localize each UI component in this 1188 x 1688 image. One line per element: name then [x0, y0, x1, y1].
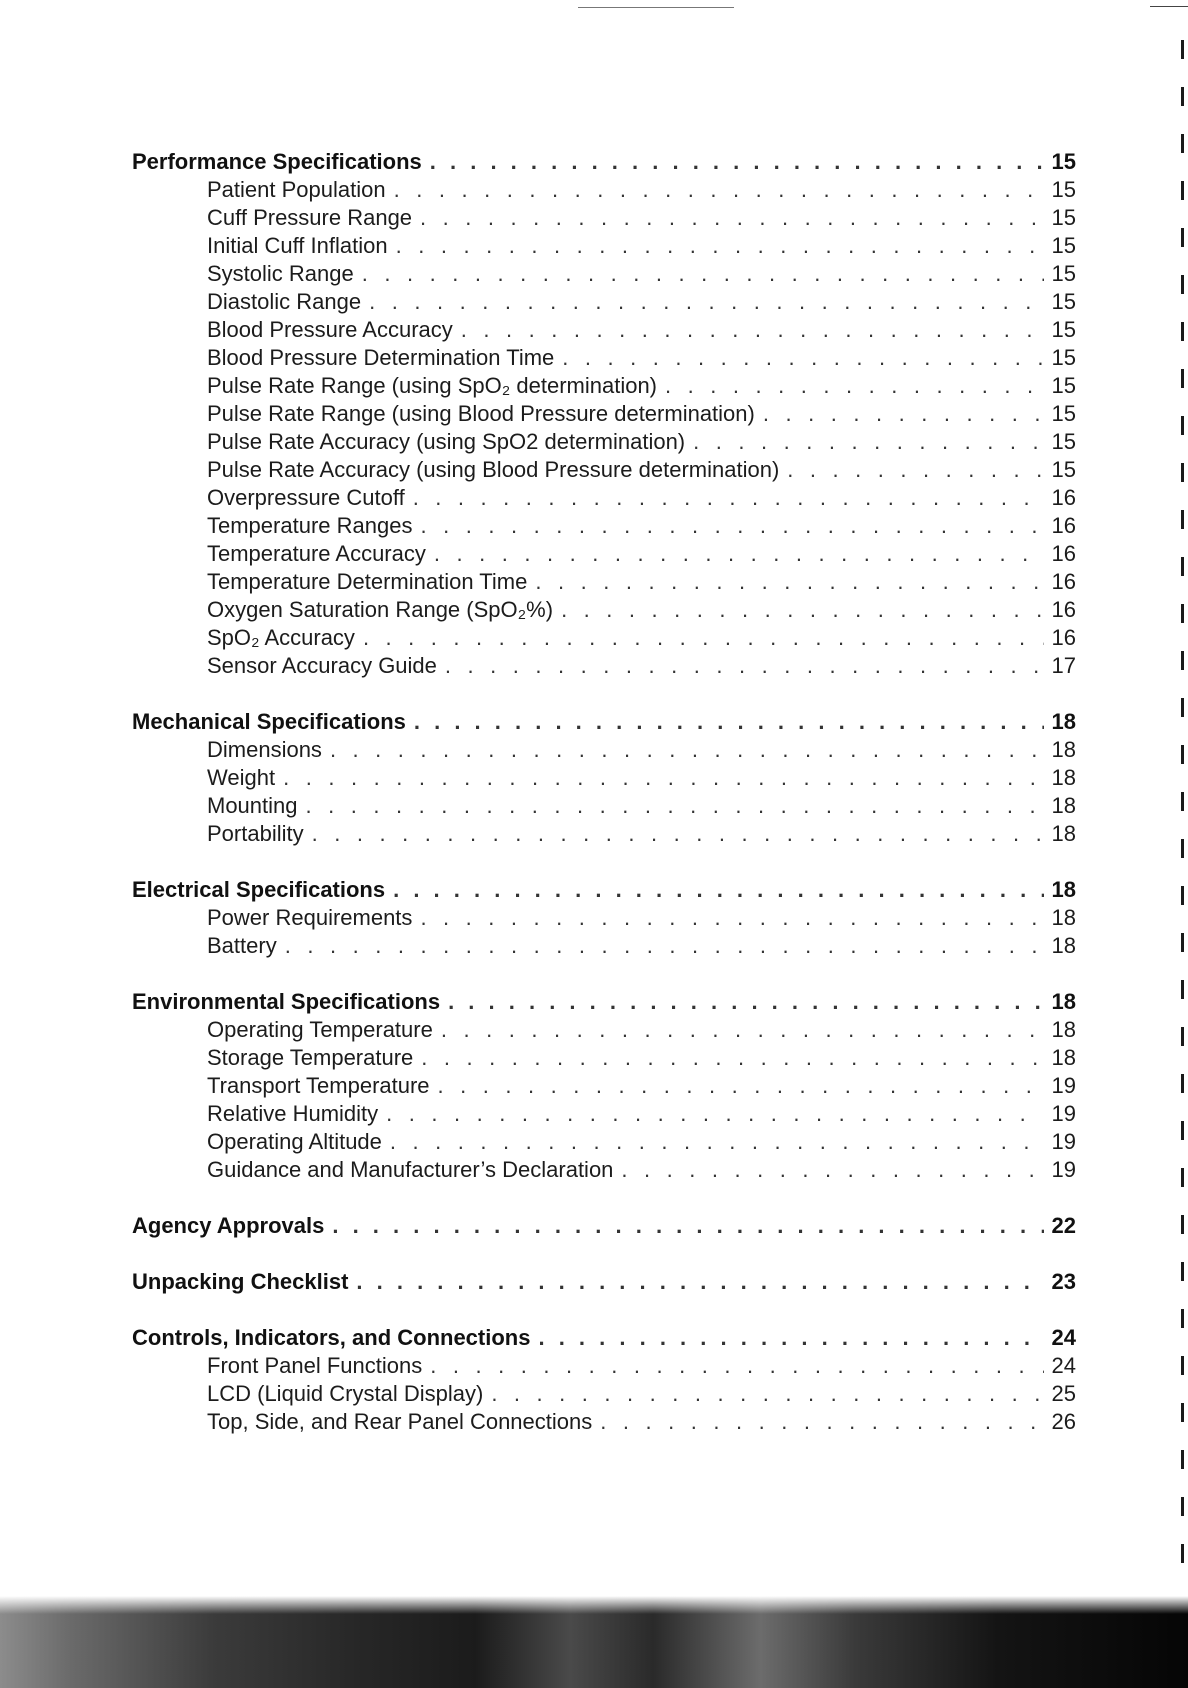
toc-subentry[interactable]	[132, 568, 1076, 596]
dot-leader	[787, 456, 1044, 484]
subentry-label: Initial Cuff Inflation	[207, 233, 388, 258]
subentry-label: Sensor Accuracy Guide	[207, 653, 437, 678]
subentry-page-number: 25	[1051, 1381, 1076, 1406]
section-title: Controls, Indicators, and Connections	[132, 1325, 531, 1350]
toc-subentry[interactable]	[132, 1016, 1076, 1044]
subentry-label: Pulse Rate Range (using Blood Pressure determination)	[207, 401, 755, 426]
dot-leader	[420, 512, 1044, 540]
subentry-page-number: 18	[1051, 1017, 1076, 1042]
subentry-label: SpO₂ Accuracy	[207, 625, 355, 650]
section-page-number: 22	[1051, 1213, 1076, 1238]
dot-leader	[369, 288, 1044, 316]
dot-leader	[562, 344, 1044, 372]
section-spacer	[132, 680, 1076, 708]
subentry-label: Temperature Accuracy	[207, 541, 426, 566]
section-spacer	[132, 848, 1076, 876]
section-page-number: 15	[1051, 149, 1076, 174]
toc-subentry[interactable]	[132, 260, 1076, 288]
subentry-page-number: 19	[1051, 1129, 1076, 1154]
subentry-label: Weight	[207, 765, 276, 790]
toc-subentry[interactable]	[132, 932, 1076, 960]
dot-leader	[561, 596, 1044, 624]
toc-subentry[interactable]	[132, 428, 1076, 456]
section-page-number: 18	[1051, 877, 1076, 902]
change-bar-mark	[1181, 886, 1184, 905]
toc-subentry[interactable]	[132, 176, 1076, 204]
subentry-page-number: 18	[1051, 821, 1076, 846]
section-spacer	[132, 1296, 1076, 1324]
toc-subentry[interactable]	[132, 1128, 1076, 1156]
toc-subentry[interactable]	[132, 764, 1076, 792]
subentry-label: Temperature Ranges	[207, 513, 413, 538]
dot-leader	[441, 1016, 1044, 1044]
subentry-label: Transport Temperature	[207, 1073, 430, 1098]
section-title: Agency Approvals	[132, 1213, 325, 1238]
change-bar-mark	[1181, 322, 1184, 341]
subentry-label: Blood Pressure Accuracy	[207, 317, 453, 342]
dot-leader	[413, 484, 1044, 512]
dot-leader	[538, 1324, 1044, 1352]
change-bar-mark	[1181, 1121, 1184, 1140]
change-bar-mark	[1181, 87, 1184, 106]
toc-subentry[interactable]	[132, 400, 1076, 428]
dot-leader	[390, 1128, 1044, 1156]
dot-leader	[448, 988, 1044, 1016]
change-bar-mark	[1181, 839, 1184, 858]
dot-leader	[330, 736, 1044, 764]
change-bar-mark	[1181, 1027, 1184, 1046]
section-title: Electrical Specifications	[132, 877, 386, 902]
dot-leader	[283, 764, 1044, 792]
change-bar-mark	[1181, 1403, 1184, 1422]
change-bar-mark	[1181, 510, 1184, 529]
dot-leader	[356, 1268, 1044, 1296]
toc-subentry[interactable]	[132, 344, 1076, 372]
subentry-page-number: 16	[1051, 513, 1076, 538]
dot-leader	[445, 652, 1044, 680]
subentry-page-number: 19	[1051, 1073, 1076, 1098]
toc-subentry[interactable]	[132, 484, 1076, 512]
toc-section-entry[interactable]	[132, 1324, 1076, 1352]
toc-subentry[interactable]	[132, 540, 1076, 568]
subentry-page-number: 26	[1051, 1409, 1076, 1434]
change-bar-mark	[1181, 1450, 1184, 1469]
subentry-label: Patient Population	[207, 177, 386, 202]
change-bar-mark	[1181, 134, 1184, 153]
toc-subentry[interactable]	[132, 820, 1076, 848]
toc-subentry[interactable]	[132, 372, 1076, 400]
section-spacer	[132, 1184, 1076, 1212]
change-bar-mark	[1181, 792, 1184, 811]
dot-leader	[393, 876, 1044, 904]
change-bar-mark	[1181, 1497, 1184, 1516]
subentry-label: Dimensions	[207, 737, 322, 762]
subentry-label: Blood Pressure Determination Time	[207, 345, 555, 370]
subentry-page-number: 16	[1051, 541, 1076, 566]
section-title: Mechanical Specifications	[132, 709, 406, 734]
subentry-label: Relative Humidity	[207, 1101, 379, 1126]
change-bar-mark	[1181, 1544, 1184, 1563]
dot-leader	[430, 1352, 1044, 1380]
subentry-label: Front Panel Functions	[207, 1353, 423, 1378]
change-bar-mark	[1181, 1215, 1184, 1234]
subentry-page-number: 15	[1051, 345, 1076, 370]
subentry-page-number: 15	[1051, 177, 1076, 202]
subentry-label: Operating Temperature	[207, 1017, 433, 1042]
toc-section-entry[interactable]	[132, 876, 1076, 904]
subentry-page-number: 24	[1051, 1353, 1076, 1378]
change-bar-mark	[1181, 980, 1184, 999]
change-bar-mark	[1181, 651, 1184, 670]
toc-subentry[interactable]	[132, 1072, 1076, 1100]
toc-section-entry[interactable]	[132, 1212, 1076, 1240]
dot-leader	[312, 820, 1044, 848]
change-bar-mark	[1181, 557, 1184, 576]
dot-leader	[430, 148, 1044, 176]
change-bar-mark	[1181, 1262, 1184, 1281]
subentry-page-number: 15	[1051, 289, 1076, 314]
dot-leader	[332, 1212, 1044, 1240]
subentry-page-number: 16	[1051, 625, 1076, 650]
subentry-label: Mounting	[207, 793, 298, 818]
subentry-page-number: 16	[1051, 597, 1076, 622]
change-bar-mark	[1181, 40, 1184, 59]
dot-leader	[386, 1100, 1044, 1128]
subentry-label: Pulse Rate Accuracy (using Blood Pressure determination)	[207, 457, 780, 482]
top-right-rule	[1150, 6, 1188, 7]
subentry-page-number: 15	[1051, 401, 1076, 426]
change-bar-mark	[1181, 1168, 1184, 1187]
subentry-page-number: 16	[1051, 569, 1076, 594]
toc-section-entry[interactable]	[132, 148, 1076, 176]
dot-leader	[491, 1380, 1044, 1408]
section-page-number: 23	[1051, 1269, 1076, 1294]
dot-leader	[438, 1072, 1044, 1100]
change-bar-mark	[1181, 228, 1184, 247]
dot-leader	[621, 1156, 1044, 1184]
subentry-page-number: 19	[1051, 1157, 1076, 1182]
change-bar-mark	[1181, 1074, 1184, 1093]
subentry-label: Overpressure Cutoff	[207, 485, 405, 510]
subentry-page-number: 18	[1051, 933, 1076, 958]
toc-subentry[interactable]	[132, 456, 1076, 484]
section-title: Environmental Specifications	[132, 989, 441, 1014]
dot-leader	[394, 176, 1044, 204]
toc-subentry[interactable]	[132, 624, 1076, 652]
dot-leader	[420, 904, 1044, 932]
table-of-contents	[132, 148, 1076, 1436]
change-bar-mark	[1181, 416, 1184, 435]
change-bar-mark	[1181, 369, 1184, 388]
change-bar-mark	[1181, 275, 1184, 294]
toc-subentry[interactable]	[132, 512, 1076, 540]
subentry-label: Systolic Range	[207, 261, 354, 286]
subentry-page-number: 15	[1051, 457, 1076, 482]
subentry-page-number: 18	[1051, 1045, 1076, 1070]
toc-section-entry[interactable]	[132, 1268, 1076, 1296]
subentry-page-number: 15	[1051, 205, 1076, 230]
toc-subentry[interactable]	[132, 596, 1076, 624]
change-bar-mark	[1181, 698, 1184, 717]
subentry-label: Guidance and Manufacturer’s Declaration	[207, 1157, 614, 1182]
dot-leader	[535, 568, 1044, 596]
toc-subentry[interactable]	[132, 1380, 1076, 1408]
subentry-page-number: 15	[1051, 373, 1076, 398]
dot-leader	[363, 624, 1044, 652]
subentry-page-number: 18	[1051, 905, 1076, 930]
subentry-label: Battery	[207, 933, 277, 958]
dot-leader	[600, 1408, 1044, 1436]
toc-subentry[interactable]	[132, 904, 1076, 932]
dot-leader	[285, 932, 1044, 960]
section-spacer	[132, 960, 1076, 988]
toc-subentry[interactable]	[132, 316, 1076, 344]
dot-leader	[434, 540, 1044, 568]
section-page-number: 18	[1051, 709, 1076, 734]
subentry-page-number: 15	[1051, 317, 1076, 342]
subentry-page-number: 18	[1051, 737, 1076, 762]
subentry-label: Oxygen Saturation Range (SpO₂%)	[207, 597, 554, 622]
toc-subentry[interactable]	[132, 1100, 1076, 1128]
scan-shadow-bar	[0, 1596, 1188, 1688]
toc-subentry[interactable]	[132, 232, 1076, 260]
subentry-page-number: 15	[1051, 261, 1076, 286]
subentry-label: Temperature Determination Time	[207, 569, 528, 594]
toc-subentry[interactable]	[132, 1044, 1076, 1072]
subentry-label: Cuff Pressure Range	[207, 205, 413, 230]
dot-leader	[420, 204, 1044, 232]
subentry-label: Power Requirements	[207, 905, 413, 930]
dot-leader	[306, 792, 1044, 820]
section-title: Performance Specifications	[132, 149, 422, 174]
toc-section-entry[interactable]	[132, 708, 1076, 736]
dot-leader	[665, 372, 1044, 400]
subentry-page-number: 17	[1051, 653, 1076, 678]
subentry-label: Operating Altitude	[207, 1129, 382, 1154]
section-spacer	[132, 1240, 1076, 1268]
subentry-page-number: 19	[1051, 1101, 1076, 1126]
dot-leader	[362, 260, 1044, 288]
toc-subentry[interactable]	[132, 736, 1076, 764]
change-bar-mark	[1181, 463, 1184, 482]
subentry-page-number: 15	[1051, 429, 1076, 454]
change-bar-mark	[1181, 1309, 1184, 1328]
toc-subentry[interactable]	[132, 1352, 1076, 1380]
subentry-label: LCD (Liquid Crystal Display)	[207, 1381, 484, 1406]
toc-subentry[interactable]	[132, 1408, 1076, 1436]
change-bar-mark	[1181, 745, 1184, 764]
change-bar-mark	[1181, 181, 1184, 200]
toc-subentry[interactable]	[132, 652, 1076, 680]
dot-leader	[461, 316, 1044, 344]
toc-subentry[interactable]	[132, 288, 1076, 316]
subentry-label: Top, Side, and Rear Panel Connections	[207, 1409, 593, 1434]
subentry-label: Diastolic Range	[207, 289, 362, 314]
section-page-number: 24	[1051, 1325, 1076, 1350]
section-title: Unpacking Checklist	[132, 1269, 349, 1294]
dot-leader	[421, 1044, 1044, 1072]
subentry-page-number: 18	[1051, 765, 1076, 790]
change-bar-mark	[1181, 933, 1184, 952]
dot-leader	[693, 428, 1044, 456]
subentry-label: Pulse Rate Accuracy (using SpO2 determination)	[207, 429, 686, 454]
toc-subentry[interactable]	[132, 792, 1076, 820]
toc-subentry[interactable]	[132, 1156, 1076, 1184]
subentry-page-number: 16	[1051, 485, 1076, 510]
section-page-number: 18	[1051, 989, 1076, 1014]
subentry-page-number: 18	[1051, 793, 1076, 818]
toc-section-entry[interactable]	[132, 988, 1076, 1016]
toc-subentry[interactable]	[132, 204, 1076, 232]
subentry-label: Storage Temperature	[207, 1045, 414, 1070]
subentry-label: Pulse Rate Range (using SpO₂ determination)	[207, 373, 658, 398]
top-rule	[578, 7, 734, 8]
change-bar-mark	[1181, 604, 1184, 623]
dot-leader	[396, 232, 1044, 260]
subentry-page-number: 15	[1051, 233, 1076, 258]
change-bar-mark	[1181, 1356, 1184, 1375]
dot-leader	[414, 708, 1044, 736]
subentry-label: Portability	[207, 821, 304, 846]
dot-leader	[763, 400, 1044, 428]
